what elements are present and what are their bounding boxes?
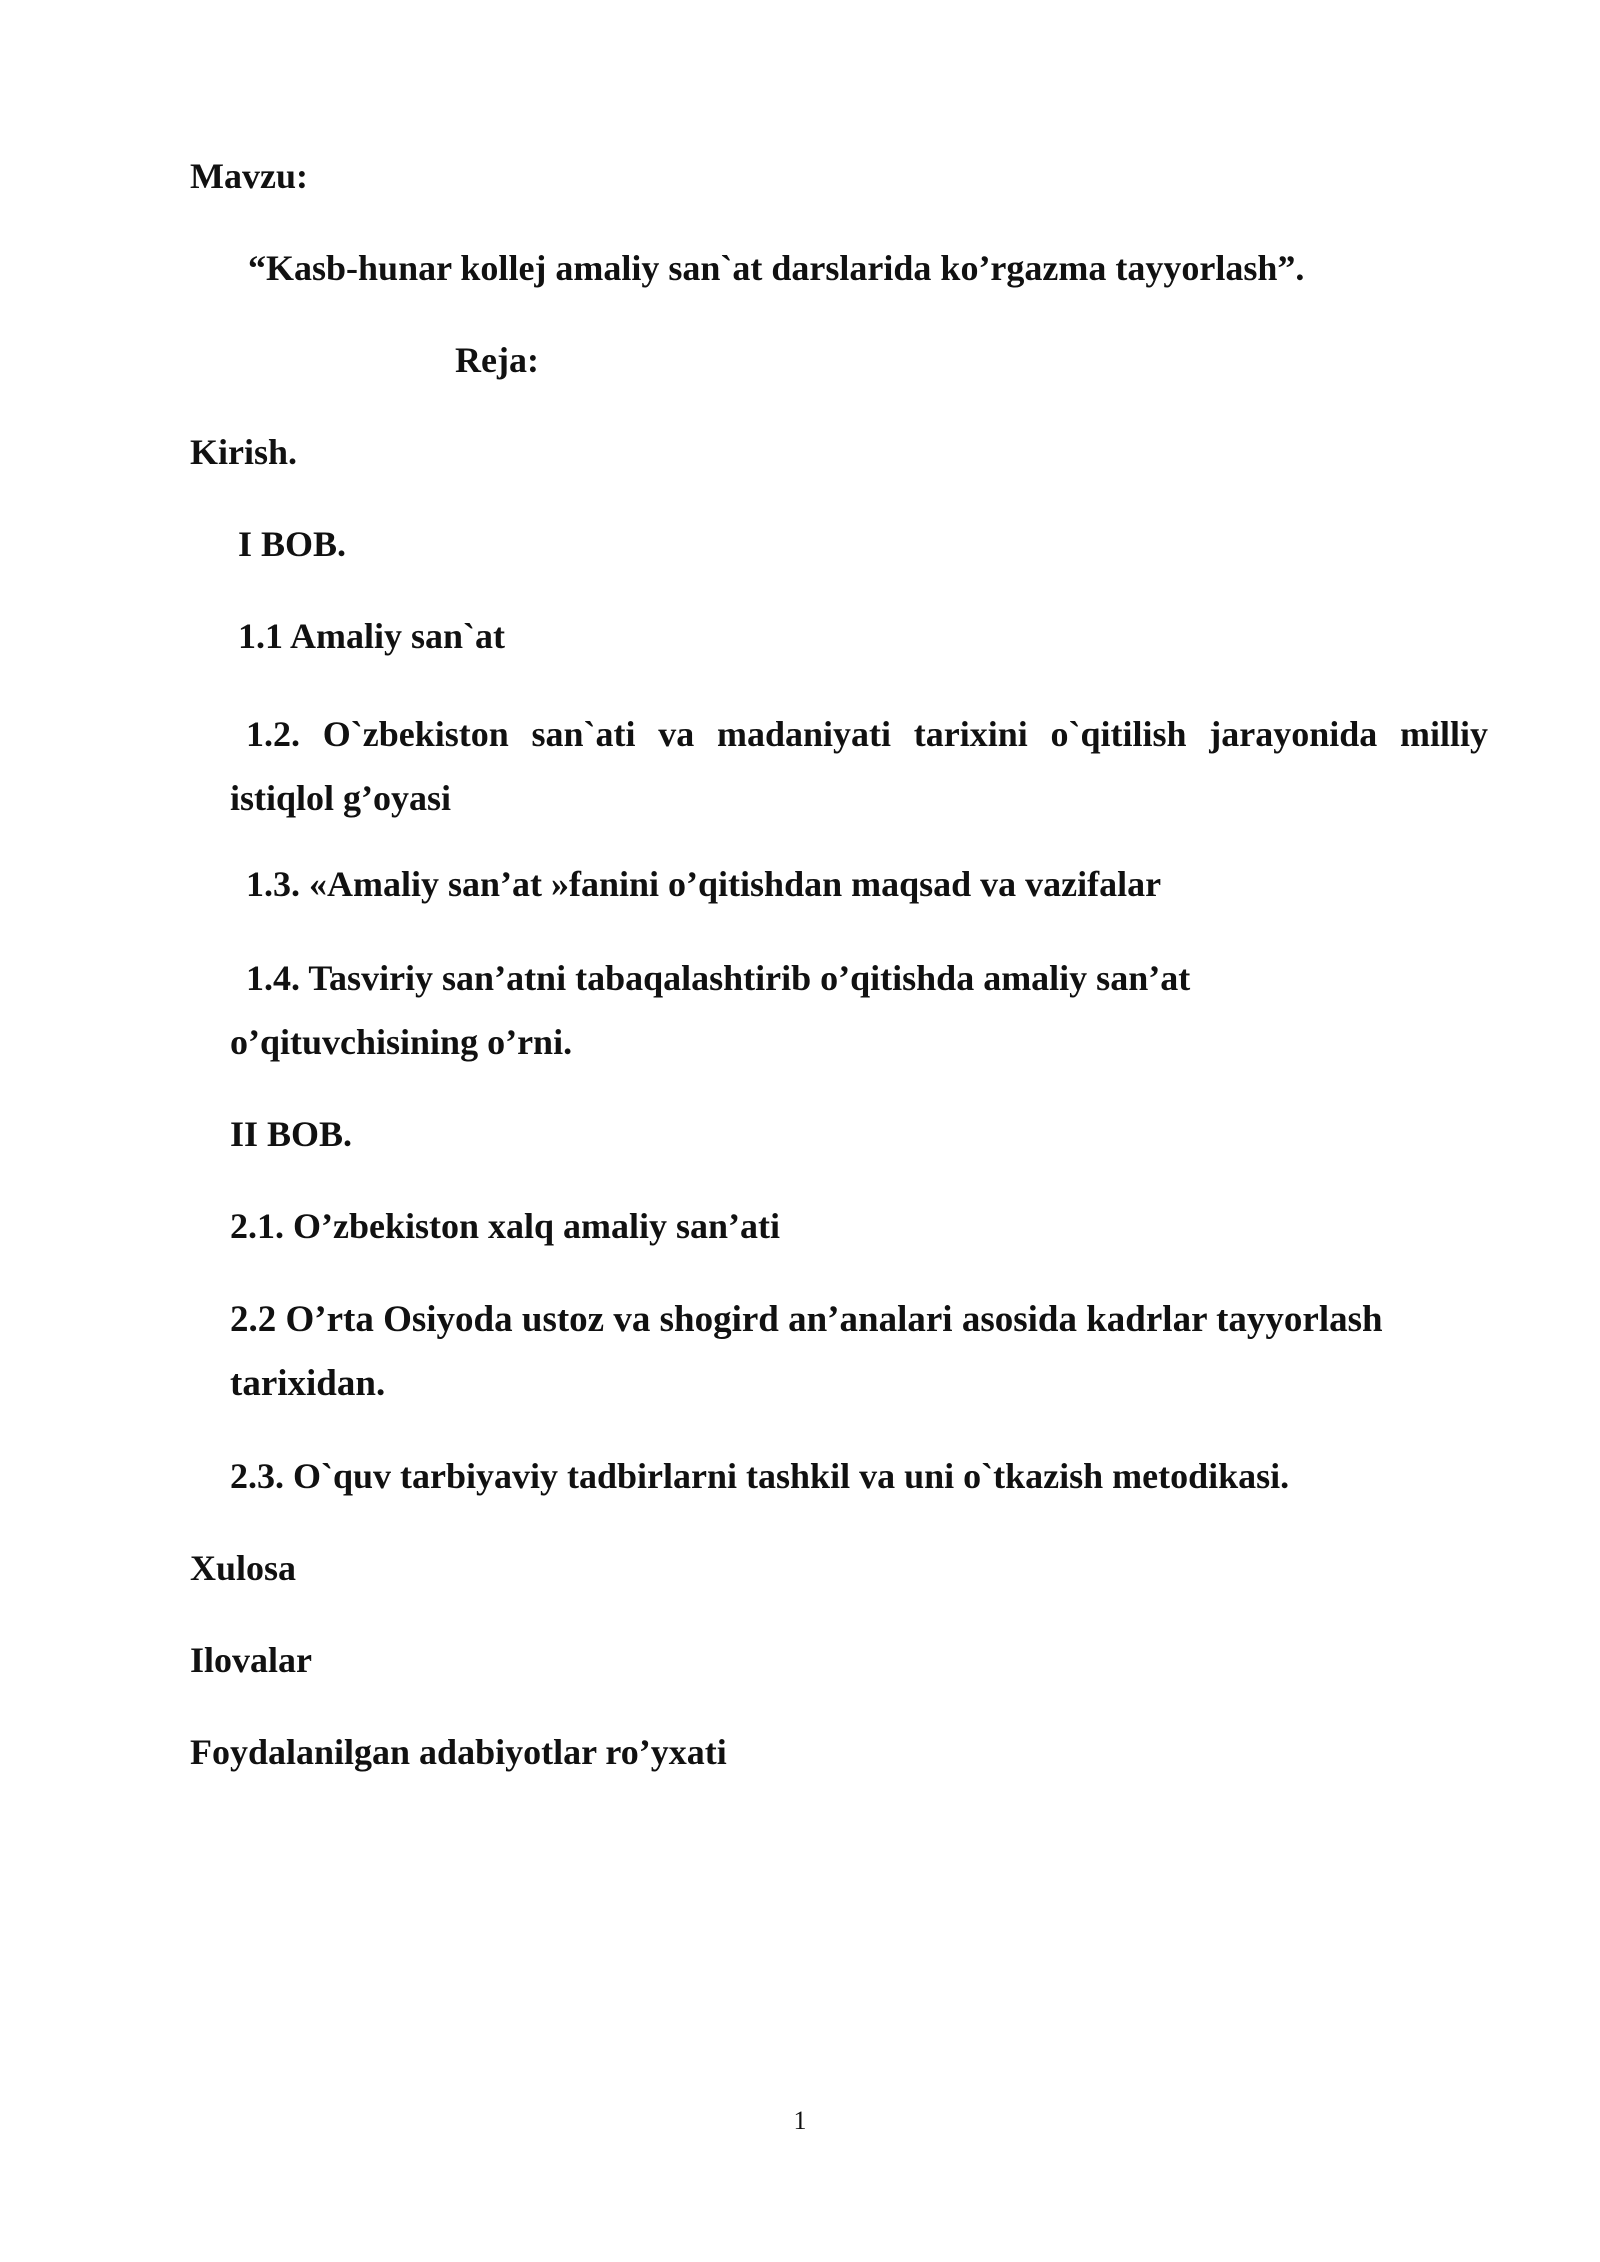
toc-section-1-3: 1.3. «Amaliy san’at »fanini o’qitishdan maqsad va vazifalar [246,864,1162,904]
toc-section-1-1: 1.1 Amaliy san`at [238,616,506,656]
toc-section-1-4-line1: 1.4. Tasviriy san’atni tabaqalashtirib o’qitishda amaliy san’at [246,958,1191,998]
toc-section-1-2-line1: 1.2. O`zbekiston san`ati va madaniyati tarixini o`qitilish jarayonida milliy [246,714,1488,754]
toc-chapter-1: I BOB. [238,524,347,564]
toc-conclusion: Xulosa [190,1548,297,1588]
topic-label: Mavzu: [190,156,308,196]
toc-appendices: Ilovalar [190,1640,312,1680]
toc-section-2-3: 2.3. O`quv tarbiyaviy tadbirlarni tashkil va uni o`tkazish metodikasi. [230,1456,1290,1496]
toc-section-2-1: 2.1. O’zbekiston xalq amaliy san’ati [230,1206,781,1246]
toc-introduction: Kirish. [190,432,298,472]
toc-section-1-2-line2: istiqlol g’oyasi [230,778,452,818]
page-number: 1 [793,2106,807,2135]
toc-references: Foydalanilgan adabiyotlar ro’yxati [190,1732,727,1772]
toc-section-2-2 [230,1288,1530,1416]
topic-title: “Kasb-hunar kollej amaliy san`at darslarida ko’rgazma tayyorlash”. [248,248,1305,288]
plan-heading: Reja: [455,340,539,380]
toc-section-2-2-line1: 2.2 O’rta Osiyoda ustoz va shogird an’analari asosida kadrlar tayyorlash [230,1299,1383,1340]
toc-chapter-2: II BOB. [230,1114,353,1154]
toc-section-1-4 [230,946,1488,1074]
toc-section-1-4-line2: o’qituvchisining o’rni. [230,1022,573,1062]
toc-section-1-2 [230,702,1488,830]
toc-section-2-2-line2: tarixidan. [230,1363,386,1404]
